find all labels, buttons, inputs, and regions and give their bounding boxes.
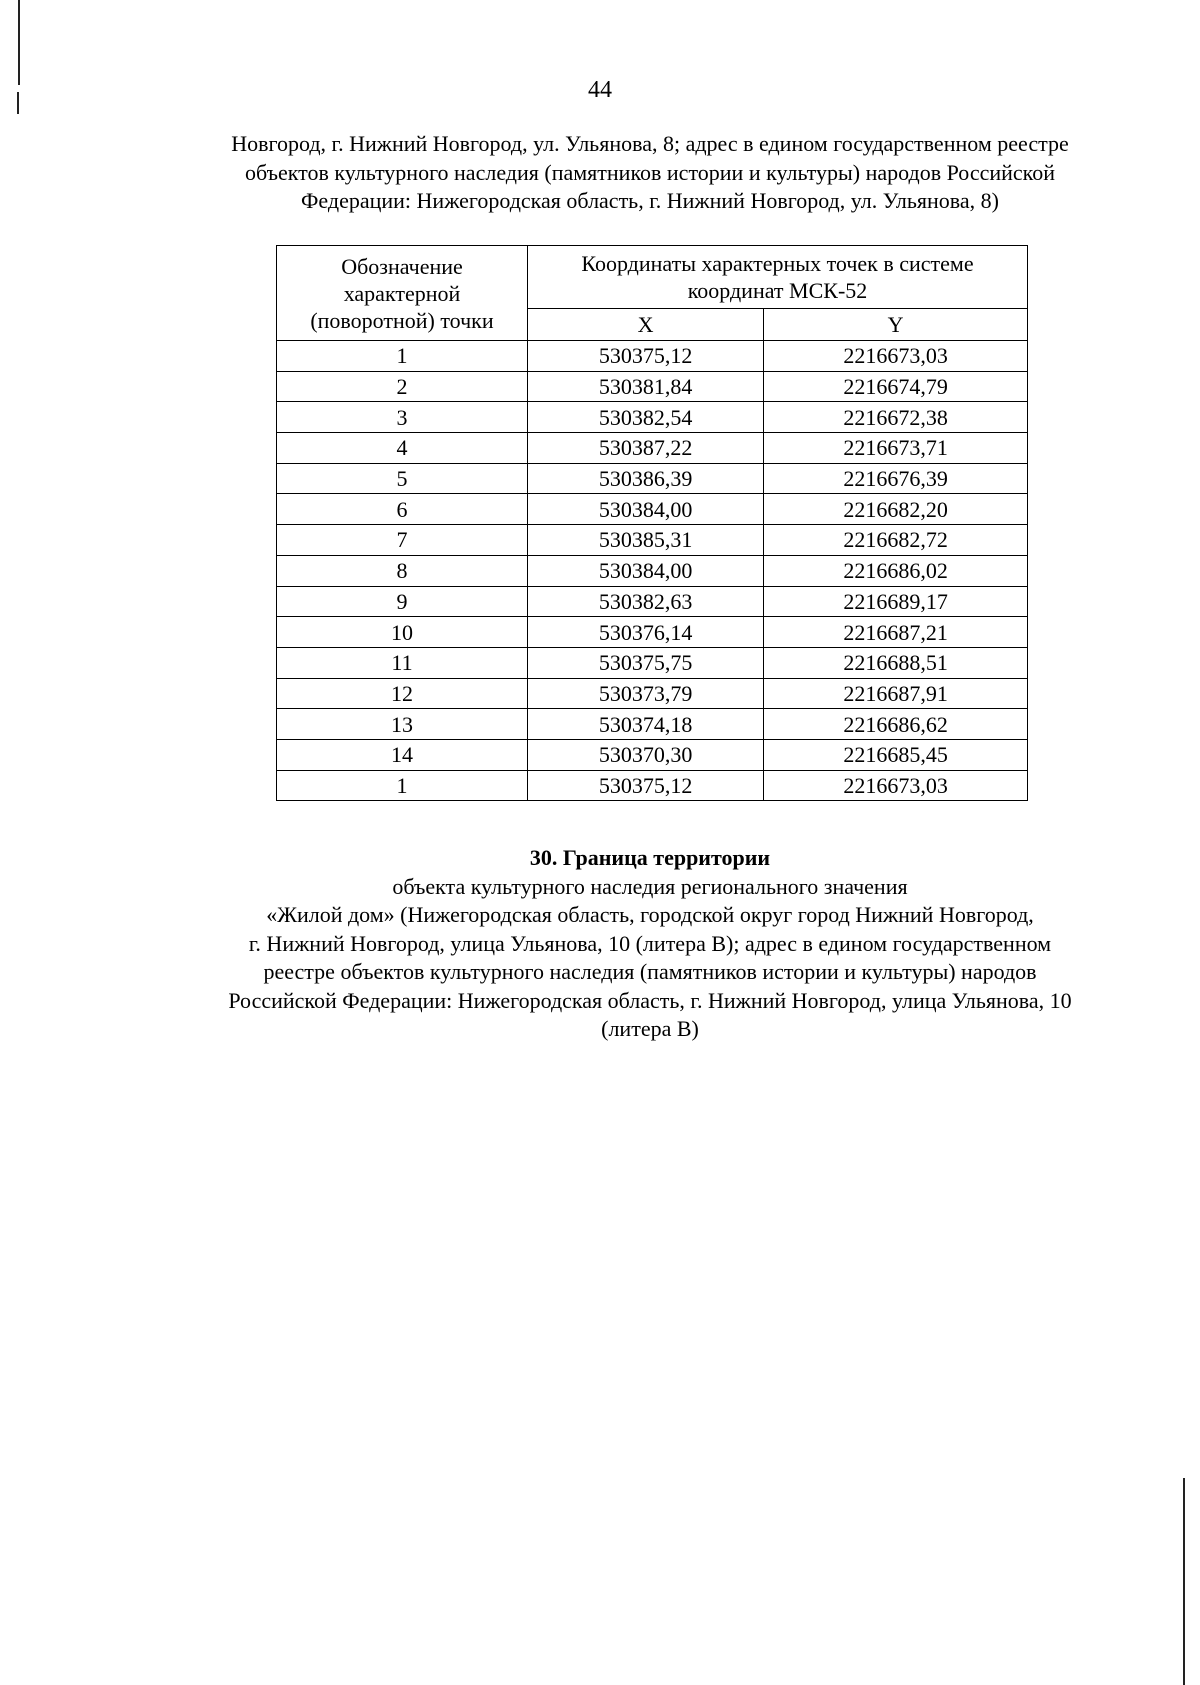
table-row	[277, 463, 1028, 494]
x-coordinate-cell: 530375,75	[528, 647, 764, 678]
intro-line: объектов культурного наследия (памятников истории и культуры) народов Российской	[244, 159, 1056, 185]
point-cell: 14	[277, 739, 528, 770]
point-cell: 3	[277, 402, 528, 433]
x-column-header: X	[528, 309, 764, 341]
table-row	[277, 433, 1028, 464]
header-text: Координаты характерных точек в системе	[581, 251, 974, 276]
header-text: Обозначение	[341, 253, 463, 279]
table-row	[277, 341, 1028, 372]
table-row	[277, 647, 1028, 678]
y-coordinate-cell: 2216682,72	[764, 525, 1028, 556]
coordinate-system-header	[528, 246, 1028, 309]
x-coordinate-cell: 530370,30	[528, 739, 764, 770]
point-cell: 1	[277, 770, 528, 801]
table-row	[277, 555, 1028, 586]
section-line: реестре объектов культурного наследия (памятников истории и культуры) народов	[263, 959, 1037, 984]
y-column-header: Y	[764, 309, 1028, 341]
x-coordinate-cell: 530385,31	[528, 525, 764, 556]
section-line: (литера В)	[601, 1016, 699, 1041]
x-coordinate-cell: 530386,39	[528, 463, 764, 494]
table-row	[277, 494, 1028, 525]
x-coordinate-cell: 530384,00	[528, 555, 764, 586]
x-coordinate-cell: 530375,12	[528, 341, 764, 372]
x-coordinate-cell: 530384,00	[528, 494, 764, 525]
point-cell: 13	[277, 709, 528, 740]
section-line: Российской Федерации: Нижегородская область, г. Нижний Новгород, улица Ульянова, 10	[228, 987, 1072, 1013]
table-row	[277, 525, 1028, 556]
coordinates-table-body	[277, 341, 1028, 801]
intro-paragraph	[170, 130, 1130, 216]
point-cell: 6	[277, 494, 528, 525]
point-cell: 4	[277, 433, 528, 464]
section-30	[170, 844, 1130, 1044]
point-column-header	[277, 246, 528, 341]
table-row	[277, 371, 1028, 402]
header-text: координат МСК-52	[687, 278, 868, 303]
y-coordinate-cell: 2216676,39	[764, 463, 1028, 494]
section-line: «Жилой дом» (Нижегородская область, городской округ город Нижний Новгород,	[266, 902, 1034, 927]
x-coordinate-cell: 530387,22	[528, 433, 764, 464]
coordinates-table	[276, 245, 1028, 801]
section-title: 30. Граница территории	[529, 845, 771, 870]
y-coordinate-cell: 2216673,03	[764, 341, 1028, 372]
section-line: объекта культурного наследия регионального значения	[392, 873, 908, 899]
x-coordinate-cell: 530374,18	[528, 709, 764, 740]
x-coordinate-cell: 530382,63	[528, 586, 764, 617]
section-line: г. Нижний Новгород, улица Ульянова, 10 (литера В); адрес в едином государственном	[248, 930, 1052, 956]
y-coordinate-cell: 2216689,17	[764, 586, 1028, 617]
intro-line: Новгород, г. Нижний Новгород, ул. Ульянова, 8; адрес в едином государственном реестре	[231, 131, 1069, 156]
x-coordinate-cell: 530381,84	[528, 371, 764, 402]
intro-line: Федерации: Нижегородская область, г. Нижний Новгород, ул. Ульянова, 8)	[301, 188, 999, 213]
x-coordinate-cell: 530375,12	[528, 770, 764, 801]
point-cell: 9	[277, 586, 528, 617]
x-coordinate-cell: 530373,79	[528, 678, 764, 709]
point-cell: 2	[277, 371, 528, 402]
point-cell: 12	[277, 678, 528, 709]
y-coordinate-cell: 2216687,91	[764, 678, 1028, 709]
header-text: (поворотной) точки	[310, 307, 494, 333]
table-row	[277, 770, 1028, 801]
scan-edge-line	[18, 0, 20, 85]
y-coordinate-cell: 2216686,62	[764, 709, 1028, 740]
table-row	[277, 739, 1028, 770]
y-coordinate-cell: 2216688,51	[764, 647, 1028, 678]
table-row	[277, 402, 1028, 433]
point-cell: 1	[277, 341, 528, 372]
page-number: 44	[588, 77, 612, 103]
header-text: характерной	[343, 280, 461, 306]
point-cell: 10	[277, 617, 528, 648]
scan-edge-line	[1183, 1478, 1185, 1685]
table-row	[277, 617, 1028, 648]
table-row	[277, 709, 1028, 740]
y-coordinate-cell: 2216674,79	[764, 371, 1028, 402]
x-coordinate-cell: 530382,54	[528, 402, 764, 433]
table-row	[277, 586, 1028, 617]
y-coordinate-cell: 2216686,02	[764, 555, 1028, 586]
x-coordinate-cell: 530376,14	[528, 617, 764, 648]
point-cell: 11	[277, 647, 528, 678]
point-cell: 5	[277, 463, 528, 494]
y-coordinate-cell: 2216673,71	[764, 433, 1028, 464]
y-coordinate-cell: 2216687,21	[764, 617, 1028, 648]
point-cell: 8	[277, 555, 528, 586]
table-row	[277, 678, 1028, 709]
point-cell: 7	[277, 525, 528, 556]
y-coordinate-cell: 2216672,38	[764, 402, 1028, 433]
y-coordinate-cell: 2216673,03	[764, 770, 1028, 801]
y-coordinate-cell: 2216685,45	[764, 739, 1028, 770]
y-coordinate-cell: 2216682,20	[764, 494, 1028, 525]
